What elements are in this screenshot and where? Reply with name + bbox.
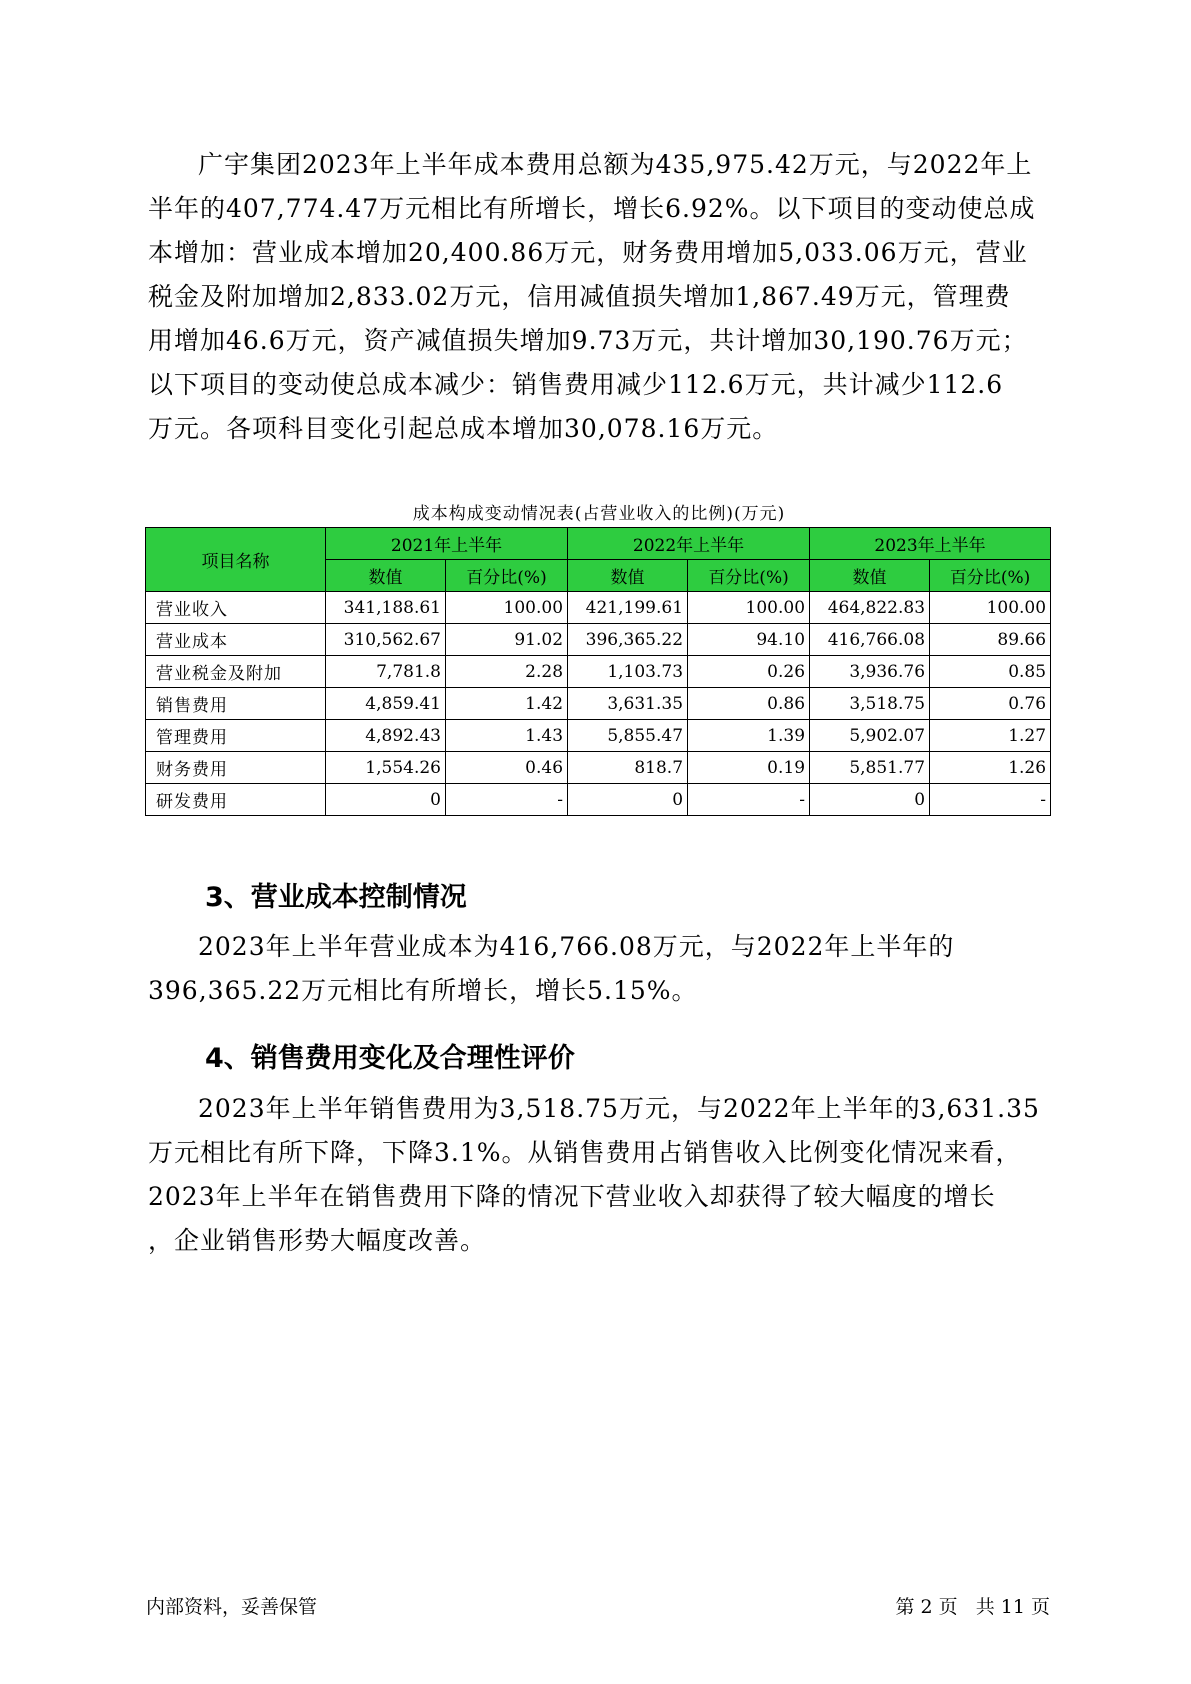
paragraph-line: 以下项目的变动使总成本减少：销售费用减少112.6万元，共计减少112.6	[148, 370, 1004, 399]
cell-value: 421,199.61	[568, 592, 688, 624]
cell-value: 0	[326, 784, 446, 816]
paragraph-line: 396,365.22万元相比有所增长，增长5.15%。	[148, 976, 698, 1005]
cell-value: 3,936.76	[810, 656, 930, 688]
header-item-name: 项目名称	[146, 528, 326, 592]
paragraph-line: 万元。各项科目变化引起总成本增加30,078.16万元。	[148, 414, 779, 443]
cell-value: 1,554.26	[326, 752, 446, 784]
cell-value: 310,562.67	[326, 624, 446, 656]
paragraph-line: ，企业销售形势大幅度改善。	[148, 1226, 487, 1255]
cell-percent: 0.76	[930, 688, 1051, 720]
table-row	[146, 592, 1051, 624]
header-value: 数值	[810, 560, 930, 592]
paragraph-line: 本增加：营业成本增加20,400.86万元，财务费用增加5,033.06万元，营业	[148, 238, 1028, 267]
cell-value: 464,822.83	[810, 592, 930, 624]
cell-value: 818.7	[568, 752, 688, 784]
header-percent: 百分比(%)	[688, 560, 810, 592]
row-name: 财务费用	[146, 752, 326, 784]
paragraph-line: 半年的407,774.47万元相比有所增长，增长6.92%。以下项目的变动使总成	[148, 194, 1036, 223]
table-row	[146, 752, 1051, 784]
footer-left: 内部资料，妥善保管	[146, 1596, 318, 1618]
section-heading: 3、营业成本控制情况	[205, 882, 467, 913]
cell-percent: 100.00	[930, 592, 1051, 624]
cell-percent: 0.86	[688, 688, 810, 720]
cell-value: 5,902.07	[810, 720, 930, 752]
section3-paragraph	[148, 925, 1048, 1013]
row-name: 研发费用	[146, 784, 326, 816]
cell-value: 0	[810, 784, 930, 816]
cell-value: 4,892.43	[326, 720, 446, 752]
header-percent: 百分比(%)	[446, 560, 568, 592]
header-year: 2021年上半年	[326, 528, 568, 560]
cell-percent: 1.27	[930, 720, 1051, 752]
cell-percent: 100.00	[688, 592, 810, 624]
paragraph-line: 税金及附加增加2,833.02万元，信用减值损失增加1,867.49万元，管理费	[148, 282, 1011, 311]
cell-percent: 1.42	[446, 688, 568, 720]
paragraph-line: 2023年上半年销售费用为3,518.75万元，与2022年上半年的3,631.35	[198, 1094, 1040, 1123]
table-row	[146, 656, 1051, 688]
paragraph-line: 2023年上半年营业成本为416,766.08万元，与2022年上半年的	[198, 932, 955, 961]
footer-page-number: 第 2 页 共 11 页	[895, 1596, 1050, 1618]
table-row	[146, 624, 1051, 656]
cell-percent: 1.43	[446, 720, 568, 752]
section4-paragraph	[148, 1087, 1048, 1263]
header-year: 2022年上半年	[568, 528, 810, 560]
paragraph-line: 万元相比有所下降，下降3.1%。从销售费用占销售收入比例变化情况来看，	[148, 1138, 1022, 1167]
cell-value: 7,781.8	[326, 656, 446, 688]
table-caption: 成本构成变动情况表(占营业收入的比例)(万元)	[412, 504, 786, 524]
cell-percent: 94.10	[688, 624, 810, 656]
section-heading: 4、销售费用变化及合理性评价	[205, 1043, 575, 1074]
cell-percent: 1.26	[930, 752, 1051, 784]
intro-paragraph	[148, 143, 1048, 451]
cell-value: 0	[568, 784, 688, 816]
cell-percent: 0.85	[930, 656, 1051, 688]
cell-value: 1,103.73	[568, 656, 688, 688]
cell-percent: -	[930, 784, 1051, 816]
row-name: 营业成本	[146, 624, 326, 656]
cell-value: 416,766.08	[810, 624, 930, 656]
paragraph-line: 2023年上半年在销售费用下降的情况下营业收入却获得了较大幅度的增长	[148, 1182, 996, 1211]
cell-percent: 89.66	[930, 624, 1051, 656]
cell-value: 3,518.75	[810, 688, 930, 720]
cell-percent: -	[688, 784, 810, 816]
cell-value: 396,365.22	[568, 624, 688, 656]
cell-percent: 0.46	[446, 752, 568, 784]
header-year: 2023年上半年	[810, 528, 1051, 560]
row-name: 营业收入	[146, 592, 326, 624]
cell-value: 4,859.41	[326, 688, 446, 720]
cell-percent: -	[446, 784, 568, 816]
cell-percent: 100.00	[446, 592, 568, 624]
cell-value: 5,855.47	[568, 720, 688, 752]
header-value: 数值	[326, 560, 446, 592]
cell-value: 3,631.35	[568, 688, 688, 720]
cell-value: 5,851.77	[810, 752, 930, 784]
cell-percent: 0.26	[688, 656, 810, 688]
header-percent: 百分比(%)	[930, 560, 1051, 592]
cell-percent: 2.28	[446, 656, 568, 688]
table-row	[146, 720, 1051, 752]
table-row	[146, 784, 1051, 816]
paragraph-line: 用增加46.6万元，资产减值损失增加9.73万元，共计增加30,190.76万元；	[148, 326, 1028, 355]
table-header-row	[146, 528, 1051, 560]
row-name: 管理费用	[146, 720, 326, 752]
cell-percent: 0.19	[688, 752, 810, 784]
paragraph-line: 广宇集团2023年上半年成本费用总额为435,975.42万元，与2022年上	[198, 150, 1033, 179]
cost-structure-table	[145, 527, 1051, 816]
cell-value: 341,188.61	[326, 592, 446, 624]
cell-percent: 1.39	[688, 720, 810, 752]
table-row	[146, 688, 1051, 720]
header-value: 数值	[568, 560, 688, 592]
row-name: 销售费用	[146, 688, 326, 720]
cell-percent: 91.02	[446, 624, 568, 656]
row-name: 营业税金及附加	[146, 656, 326, 688]
